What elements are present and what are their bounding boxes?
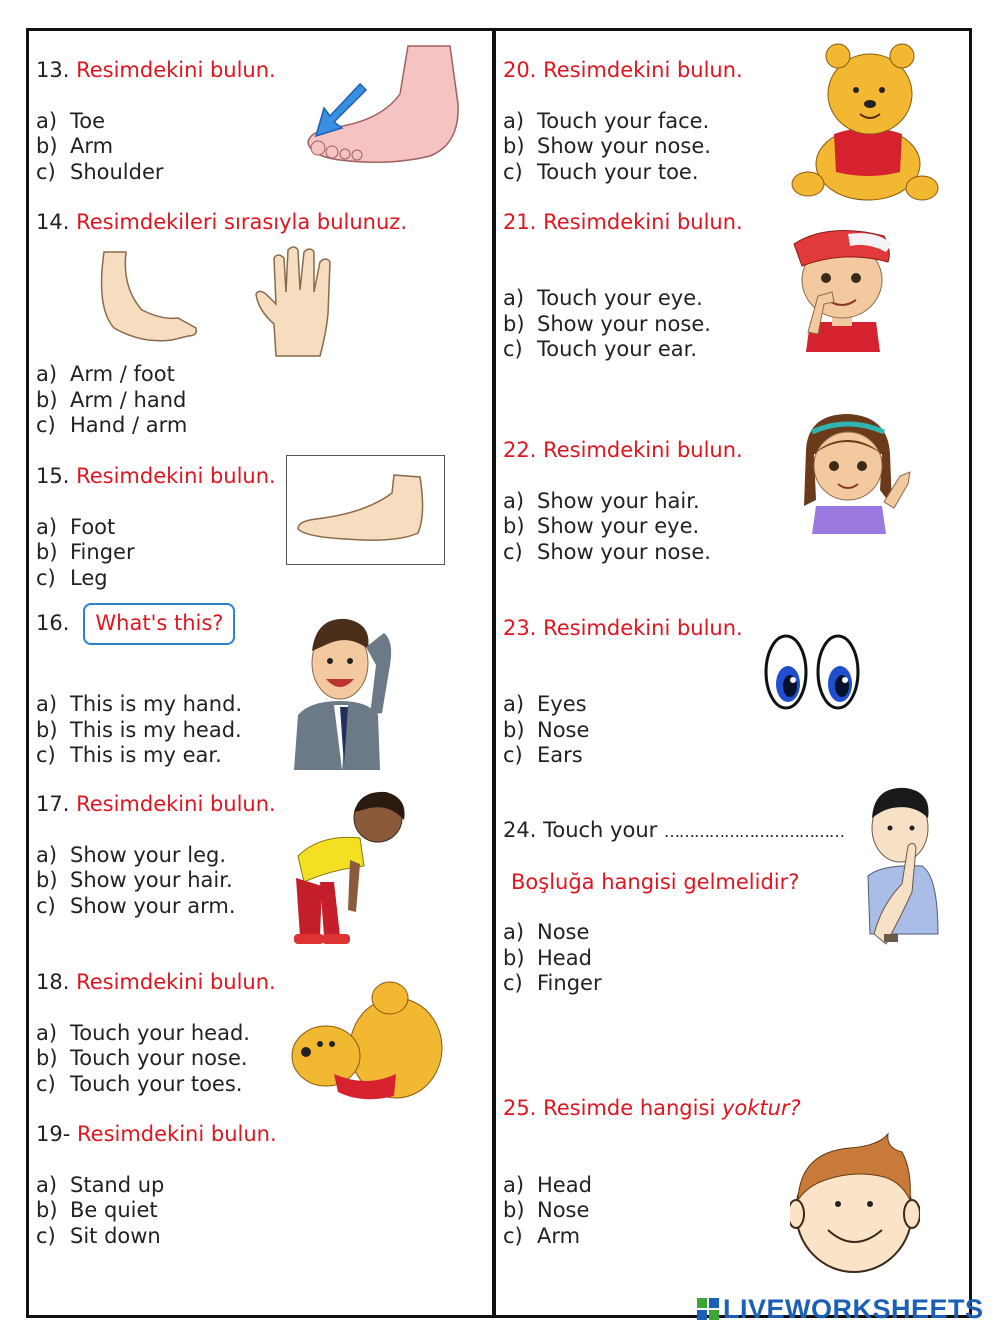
option-c[interactable]: c) Leg (36, 565, 108, 590)
question-title: Resimdekini bulun. (543, 210, 743, 234)
question-21 (503, 210, 743, 236)
question-number: 15. (36, 464, 70, 488)
question-title: Resimde hangisi (543, 1096, 716, 1120)
boy-touching-nose-icon (788, 222, 898, 352)
liveworksheets-logo: LIVEWORKSHEETS (697, 1294, 984, 1325)
question-number: 19- (36, 1122, 71, 1146)
speech-bubble: What's this? (83, 603, 235, 645)
question-title: Resimdekini bulun. (543, 438, 743, 462)
question-21-options (503, 286, 711, 363)
question-number: 25. (503, 1096, 537, 1120)
option-c[interactable]: c) Ears (503, 743, 583, 767)
option-a[interactable]: a) Stand up (36, 1172, 165, 1197)
option-b[interactable]: b) Finger (36, 540, 135, 564)
question-title-emphasis: yoktur? (721, 1096, 801, 1120)
option-b[interactable]: b) Show your eye. (503, 514, 700, 538)
eyes-icon (762, 632, 862, 712)
option-b[interactable]: b) Arm / hand (36, 387, 187, 412)
option-c[interactable]: c) Finger (503, 971, 602, 995)
option-b[interactable]: b) Arm (36, 134, 114, 158)
option-c[interactable]: c) Touch your toe. (503, 159, 699, 184)
question-19 (36, 1122, 277, 1249)
question-22 (503, 438, 743, 565)
option-c[interactable]: c) Touch your ear. (503, 337, 698, 361)
question-instruction: Boşluğa hangisi gelmelidir? (511, 869, 800, 894)
question-15 (36, 464, 276, 591)
option-a[interactable]: a) Head (503, 1172, 592, 1197)
question-title: Resimdekini bulun. (76, 58, 276, 82)
option-a[interactable]: a) Show your leg. (36, 842, 226, 867)
question-number: 23. (503, 616, 537, 640)
bear-touching-toes-icon (286, 978, 446, 1108)
option-a[interactable]: a) Arm / foot (36, 362, 175, 386)
question-number: 13. (36, 58, 70, 82)
question-17 (36, 792, 276, 919)
option-b[interactable]: b) Be quiet (36, 1198, 158, 1222)
girl-showing-hair-icon (796, 410, 921, 535)
option-b[interactable]: b) Show your nose. (503, 134, 711, 158)
option-c[interactable]: c) Arm (503, 1223, 581, 1248)
option-c[interactable]: c) Touch your toes. (36, 1071, 243, 1096)
option-b[interactable]: b) Head (503, 945, 592, 970)
option-c[interactable]: c) This is my ear. (36, 743, 222, 767)
question-16 (36, 603, 235, 645)
question-16-options (36, 692, 242, 769)
question-18 (36, 970, 276, 1097)
option-a[interactable]: a) Foot (36, 514, 116, 539)
option-b[interactable]: b) Show your nose. (503, 311, 711, 336)
question-title: Resimdekini bulun. (543, 58, 743, 82)
boy-bending-icon (290, 786, 415, 951)
option-b[interactable]: b) Nose (503, 1198, 590, 1222)
question-14 (36, 210, 407, 236)
option-b[interactable]: b) This is my head. (36, 717, 242, 742)
question-title: Resimdekini bulun. (76, 464, 276, 488)
question-prompt: Touch your (543, 818, 658, 842)
question-number: 20. (503, 58, 537, 82)
question-14-options (36, 362, 187, 439)
option-c[interactable]: c) Shoulder (36, 159, 164, 184)
arm-icon (92, 248, 202, 348)
question-23 (503, 616, 743, 642)
man-touching-head-icon (290, 605, 400, 770)
option-a[interactable]: a) Toe (36, 108, 106, 133)
option-a[interactable]: a) This is my hand. (36, 692, 243, 716)
man-touching-nose-icon (862, 784, 942, 964)
question-13 (36, 58, 276, 185)
question-number: 16. (36, 610, 70, 635)
question-title: Resimdekini bulun. (76, 970, 276, 994)
option-a[interactable]: a) Show your hair. (503, 488, 700, 513)
option-b[interactable]: b) Touch your nose. (36, 1046, 248, 1070)
question-20 (503, 58, 743, 185)
option-c[interactable]: c) Sit down (36, 1223, 161, 1248)
question-number: 18. (36, 970, 70, 994)
question-number: 14. (36, 210, 70, 234)
question-23-options (503, 692, 589, 769)
boy-face-icon (790, 1130, 920, 1275)
logo-icon (697, 1298, 719, 1320)
option-c[interactable]: c) Hand / arm (36, 413, 188, 437)
option-a[interactable]: a) Touch your eye. (503, 286, 703, 310)
option-c[interactable]: c) Show your arm. (36, 893, 236, 918)
option-a[interactable]: a) Touch your head. (36, 1020, 250, 1045)
bear-touching-face-icon (790, 38, 940, 203)
foot-icon (286, 455, 445, 565)
question-number: 17. (36, 792, 70, 816)
question-title: Resimdekileri sırasıyla bulunuz. (76, 210, 407, 234)
option-b[interactable]: b) Nose (503, 717, 590, 742)
option-a[interactable]: a) Touch your face. (503, 108, 710, 133)
question-24 (503, 818, 844, 997)
option-a[interactable]: a) Nose (503, 920, 590, 944)
option-c[interactable]: c) Show your nose. (503, 539, 711, 564)
question-title: Resimdekini bulun. (76, 792, 276, 816)
question-number: 21. (503, 210, 537, 234)
question-number: 22. (503, 438, 537, 462)
answer-blank: ……………………………… (663, 822, 844, 841)
question-title: Resimdekini bulun. (77, 1122, 277, 1146)
option-b[interactable]: b) Show your hair. (36, 868, 233, 892)
question-number: 24. (503, 818, 537, 842)
foot-with-arrow-icon (300, 44, 460, 169)
question-25 (503, 1096, 801, 1249)
hand-icon (254, 244, 348, 359)
question-title: Resimdekini bulun. (543, 616, 743, 640)
option-a[interactable]: a) Eyes (503, 692, 587, 716)
